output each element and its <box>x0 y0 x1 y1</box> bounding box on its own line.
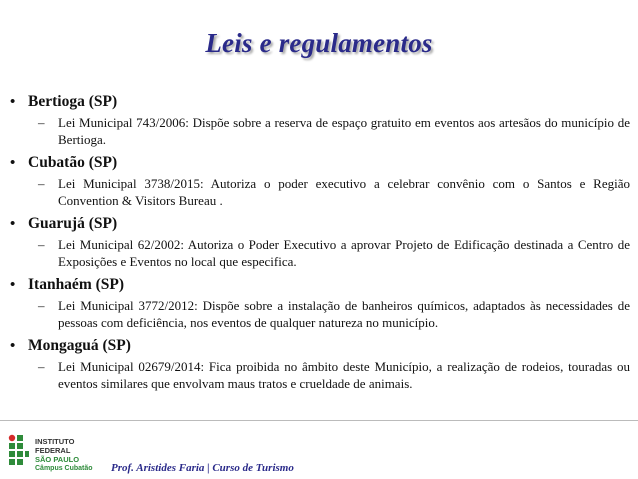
law-entry <box>38 298 630 331</box>
city-heading <box>10 153 630 173</box>
dash-marker: – <box>38 115 45 130</box>
footer-divider <box>0 420 638 421</box>
footer-credit: Prof. Aristides Faria | Curso de Turismo <box>111 462 294 474</box>
city-heading <box>10 336 630 356</box>
city-name: Guarujá (SP) <box>28 215 118 232</box>
law-text: Lei Municipal 02679/2014: Fica proibida no âmbito deste Município, a realização de rodeios, touradas ou eventos similares que envolvam maus tratos e crueldade de animais. <box>58 359 630 391</box>
dash-marker: – <box>38 298 45 313</box>
law-text: Lei Municipal 3772/2012: Dispõe sobre a instalação de banheiros químicos, adaptados às necessidades de pessoas com deficiência, nos eventos de qualquer natureza no município. <box>58 298 630 330</box>
law-text: Lei Municipal 743/2006: Dispõe sobre a reserva de espaço gratuito em eventos aos artesãos do município de Bertioga. <box>58 115 630 147</box>
logo-line-campus: Câmpus Cubatão <box>35 465 93 472</box>
law-text: Lei Municipal 3738/2015: Autoriza o poder executivo a celebrar convênio com o Santos e Região Convention & Visitors Bureau . <box>58 176 630 208</box>
bullet-marker: • <box>10 277 16 293</box>
city-heading <box>10 275 630 295</box>
city-name: Mongaguá (SP) <box>28 337 131 354</box>
logo-grid-icon <box>8 434 30 470</box>
law-list <box>10 92 630 397</box>
list-item <box>10 92 630 148</box>
dash-marker: – <box>38 237 45 252</box>
dash-marker: – <box>38 359 45 374</box>
bullet-marker: • <box>10 216 16 232</box>
city-name: Cubatão (SP) <box>28 154 118 171</box>
logo-line-institute: INSTITUTO FEDERAL <box>35 437 75 455</box>
law-entry <box>38 359 630 392</box>
logo-text <box>35 437 98 473</box>
dash-marker: – <box>38 176 45 191</box>
law-text: Lei Municipal 62/2002: Autoriza o Poder Executivo a aprovar Projeto de Edificação destinada a Centro de Exposições e Eventos no local que especifica. <box>58 237 630 269</box>
city-heading <box>10 92 630 112</box>
law-entry <box>38 176 630 209</box>
city-name: Bertioga (SP) <box>28 93 118 110</box>
law-entry <box>38 115 630 148</box>
slide-title: Leis e regulamentos <box>205 28 433 58</box>
bullet-marker: • <box>10 155 16 171</box>
list-item <box>10 214 630 270</box>
city-heading <box>10 214 630 234</box>
list-item <box>10 336 630 392</box>
city-name: Itanhaém (SP) <box>28 276 125 293</box>
law-entry <box>38 237 630 270</box>
bullet-marker: • <box>10 338 16 354</box>
logo-line-state: SÃO PAULO <box>35 455 80 464</box>
bullet-marker: • <box>10 94 16 110</box>
list-item <box>10 153 630 209</box>
list-item <box>10 275 630 331</box>
institute-logo <box>8 434 98 474</box>
